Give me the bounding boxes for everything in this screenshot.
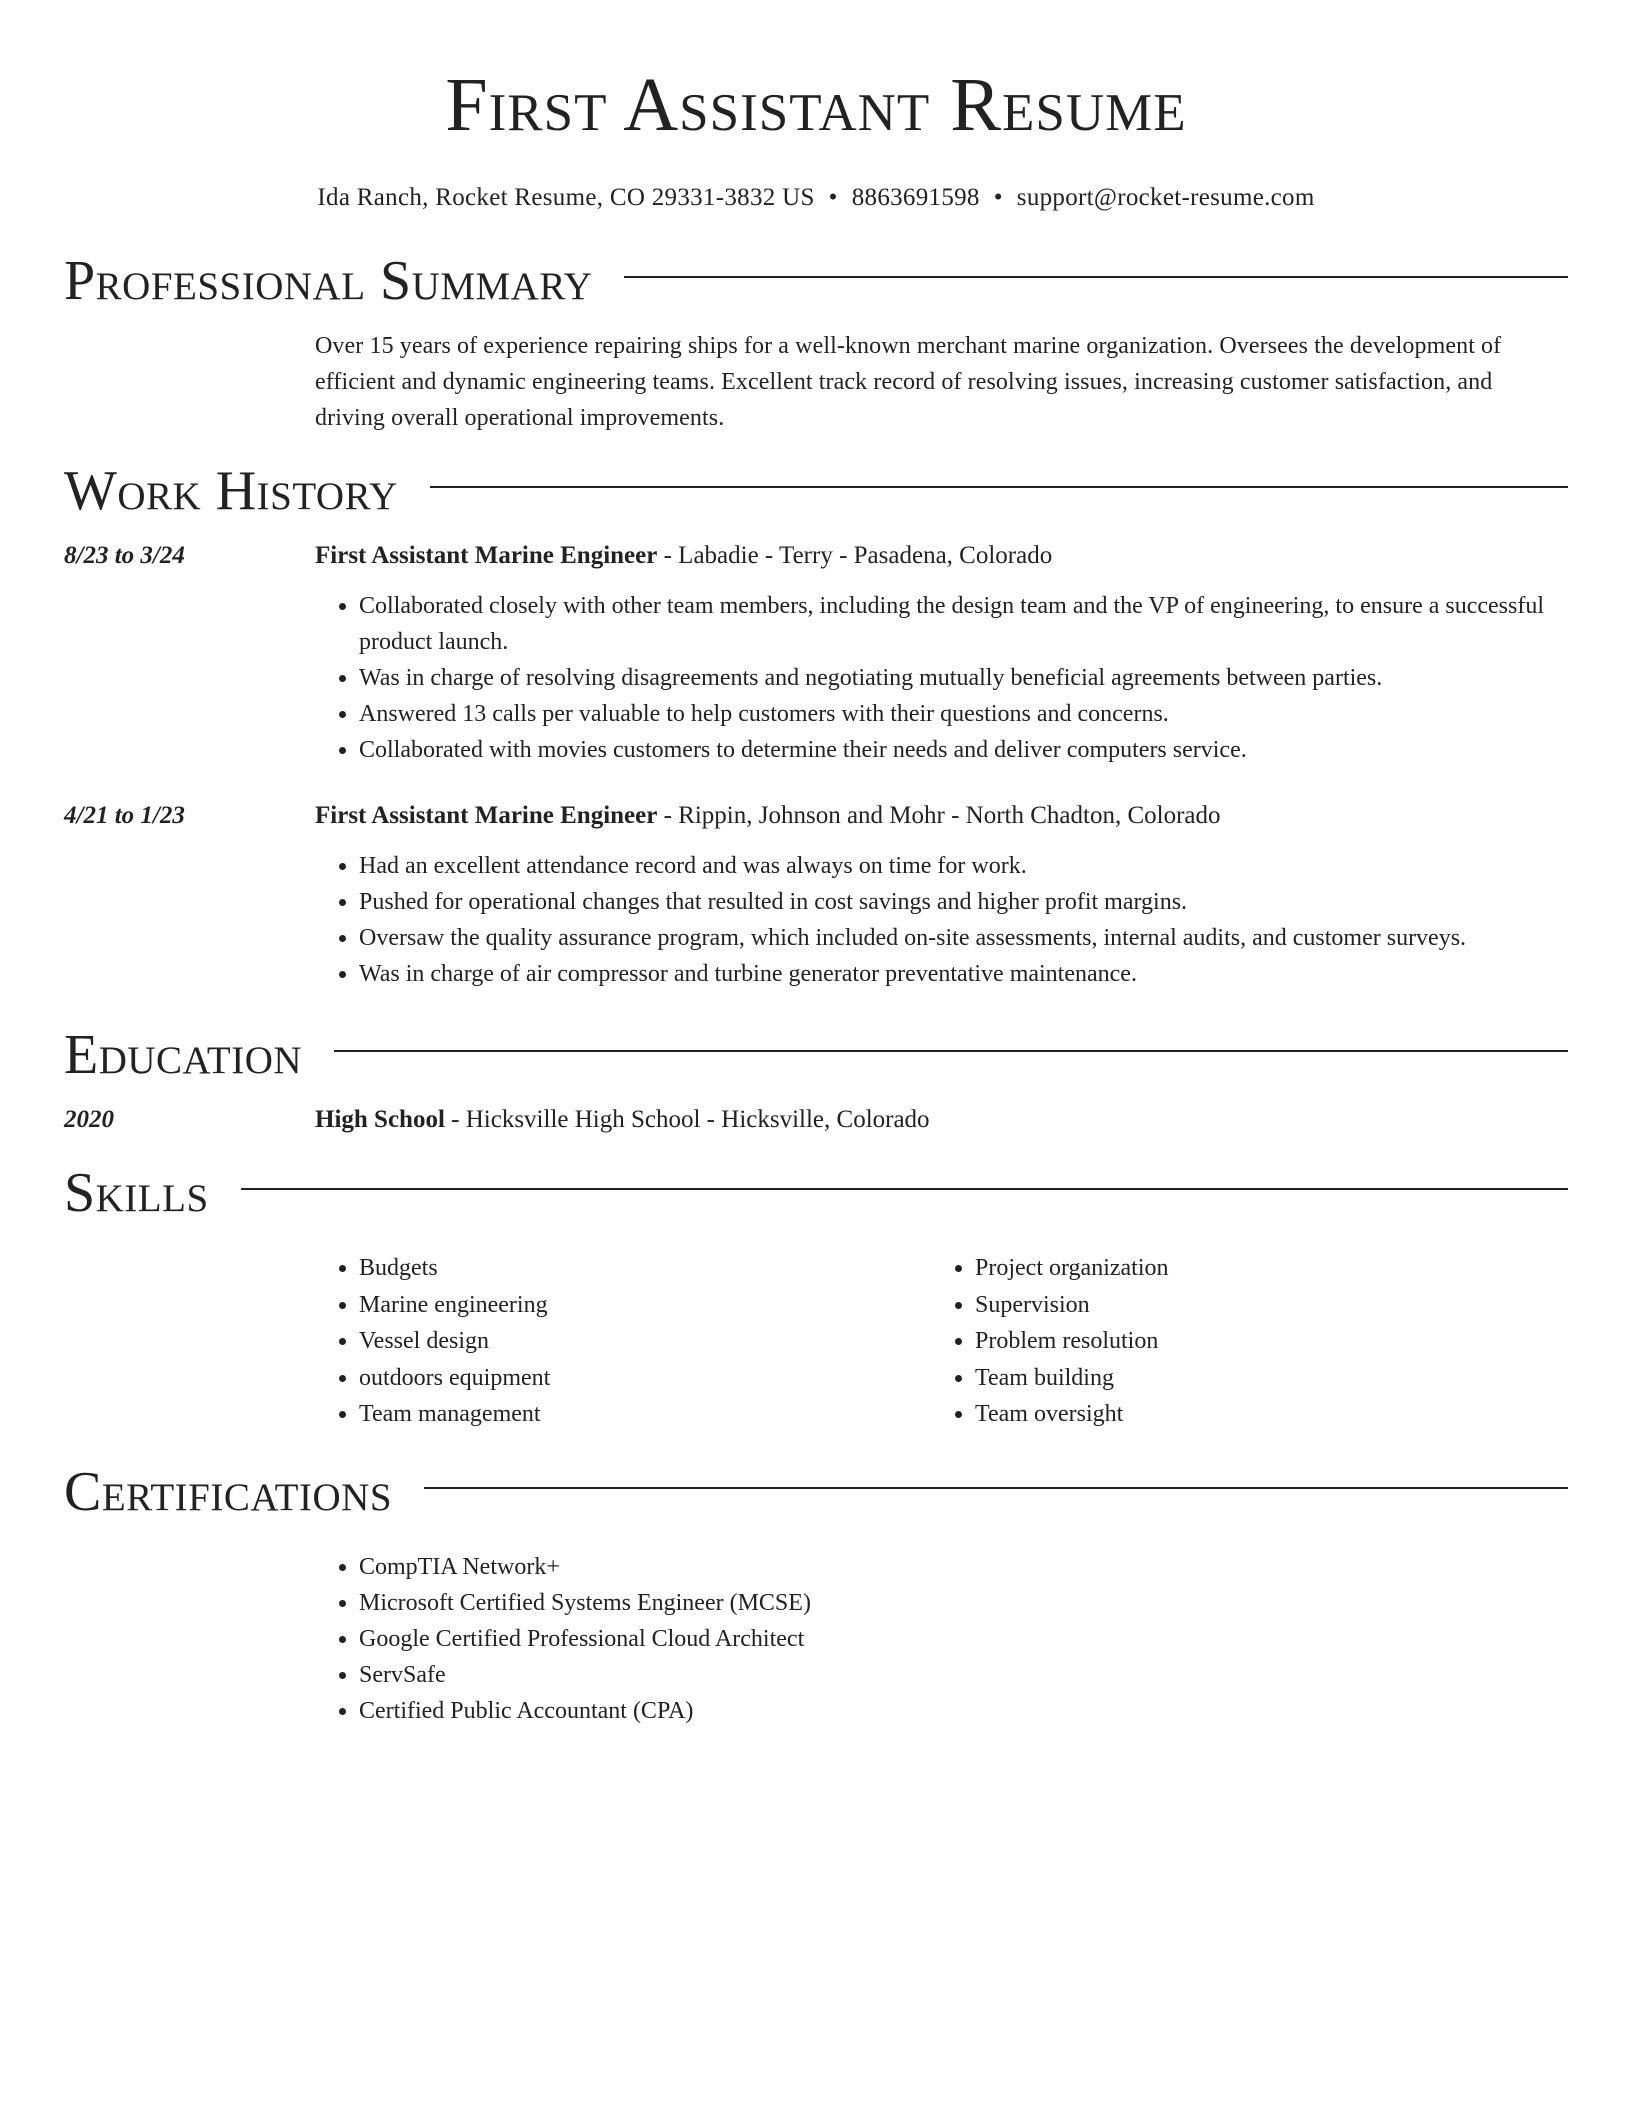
job-dates: 4/21 to 1/23 <box>64 802 185 829</box>
section-divider <box>430 486 1568 488</box>
skills-column-right <box>931 1250 1547 1433</box>
job-bullets <box>315 588 1568 768</box>
contact-line <box>64 182 1568 214</box>
section-title: Professional Summary <box>64 250 593 312</box>
education-heading <box>64 1020 1568 1090</box>
section-divider <box>241 1188 1568 1190</box>
education-section <box>64 1020 1568 1138</box>
skills-list <box>315 1250 1568 1433</box>
skill-item: • Team building <box>975 1360 1547 1397</box>
job-details <box>315 538 1568 768</box>
skill-item: • Team management <box>359 1396 931 1433</box>
contact-phone: 8863691598 <box>851 184 980 211</box>
skill-item: • Team oversight <box>975 1396 1547 1433</box>
contact-email: support@rocket-resume.com <box>1016 184 1315 211</box>
job-details <box>315 798 1568 992</box>
certification-item: • Microsoft Certified Systems Engineer (MCSE) <box>359 1585 1568 1621</box>
certification-item: • Certified Public Accountant (CPA) <box>359 1693 1568 1729</box>
skills-section <box>64 1158 1568 1433</box>
certification-item: • ServSafe <box>359 1657 1568 1693</box>
job-bullets <box>315 848 1568 992</box>
section-divider <box>424 1487 1568 1489</box>
summary-section <box>64 246 1568 436</box>
job-bullet: • Had an excellent attendance record and was always on time for work. <box>359 848 1568 884</box>
job-bullet: • Was in charge of resolving disagreements and negotiating mutually beneficial agreements between parties. <box>359 660 1568 696</box>
section-title: Certifications <box>64 1460 393 1523</box>
contact-address: Ida Ranch, Rocket Resume, CO 29331-3832 US <box>317 184 815 211</box>
education-school: - Hicksville High School - Hicksville, Colorado <box>444 1106 930 1133</box>
job-position: First Assistant Marine Engineer <box>315 542 658 569</box>
work-history-heading <box>64 456 1568 526</box>
job-bullet: • Collaborated with movies customers to determine their needs and deliver computers service. <box>359 732 1568 768</box>
skill-item: • Marine engineering <box>359 1287 931 1324</box>
work-history-section <box>64 456 1568 992</box>
skill-item: • Budgets <box>359 1250 931 1287</box>
education-line <box>315 1102 1568 1138</box>
education-year: 2020 <box>64 1106 114 1133</box>
job-bullet: • Oversaw the quality assurance program, which included on-site assessments, internal audits, and customer surveys. <box>359 920 1568 956</box>
job-bullet: • Answered 13 calls per valuable to help customers with their questions and concerns. <box>359 696 1568 732</box>
contact-separator: • <box>993 184 1003 211</box>
contact-separator: • <box>828 184 838 211</box>
job-bullet: • Collaborated closely with other team members, including the design team and the VP of engineering, to ensure a successful product launch. <box>359 588 1568 660</box>
job-employer: - Labadie - Terry - Pasadena, Colorado <box>657 542 1053 569</box>
section-divider <box>334 1050 1568 1052</box>
education-entry <box>64 1102 1568 1138</box>
job-entry <box>64 798 1568 992</box>
skills-column-left <box>315 1250 931 1433</box>
resume-header <box>64 0 1568 214</box>
resume-page <box>64 0 1568 1729</box>
education-degree: High School <box>315 1106 445 1133</box>
section-title: Work History <box>64 460 398 522</box>
job-bullet: • Was in charge of air compressor and turbine generator preventative maintenance. <box>359 956 1568 992</box>
summary-text: Over 15 years of experience repairing ships for a well-known merchant marine organization. Oversees the development of efficient and dynamic engineering teams. Excellent track record of resolving issues, increasing customer satisfaction, and driving overall operational improvements. <box>315 333 1502 431</box>
certifications-section <box>64 1457 1568 1729</box>
certifications-items <box>315 1549 1568 1729</box>
education-details <box>315 1102 1568 1138</box>
skill-item: • Project organization <box>975 1250 1547 1287</box>
skills-heading <box>64 1158 1568 1228</box>
section-title: Skills <box>64 1162 209 1224</box>
job-title-line <box>315 798 1568 834</box>
job-position: First Assistant Marine Engineer <box>315 802 658 829</box>
skill-item: • Vessel design <box>359 1323 931 1360</box>
job-employer: - Rippin, Johnson and Mohr - North Chadton, Colorado <box>657 802 1221 829</box>
section-title: Education <box>64 1024 303 1086</box>
job-dates: 8/23 to 3/24 <box>64 542 185 569</box>
summary-heading <box>64 246 1568 316</box>
certifications-list <box>315 1549 1568 1729</box>
skill-item: • Supervision <box>975 1287 1547 1324</box>
certifications-heading <box>64 1457 1568 1527</box>
job-title-line <box>315 538 1568 574</box>
job-bullet: • Pushed for operational changes that resulted in cost savings and higher profit margins. <box>359 884 1568 920</box>
certification-item: • Google Certified Professional Cloud Architect <box>359 1621 1568 1657</box>
certification-item: • CompTIA Network+ <box>359 1549 1568 1585</box>
skill-item: • Problem resolution <box>975 1323 1547 1360</box>
job-entry <box>64 538 1568 768</box>
section-divider <box>624 276 1568 278</box>
skill-item: • outdoors equipment <box>359 1360 931 1397</box>
resume-name: First Assistant Resume <box>445 63 1187 147</box>
